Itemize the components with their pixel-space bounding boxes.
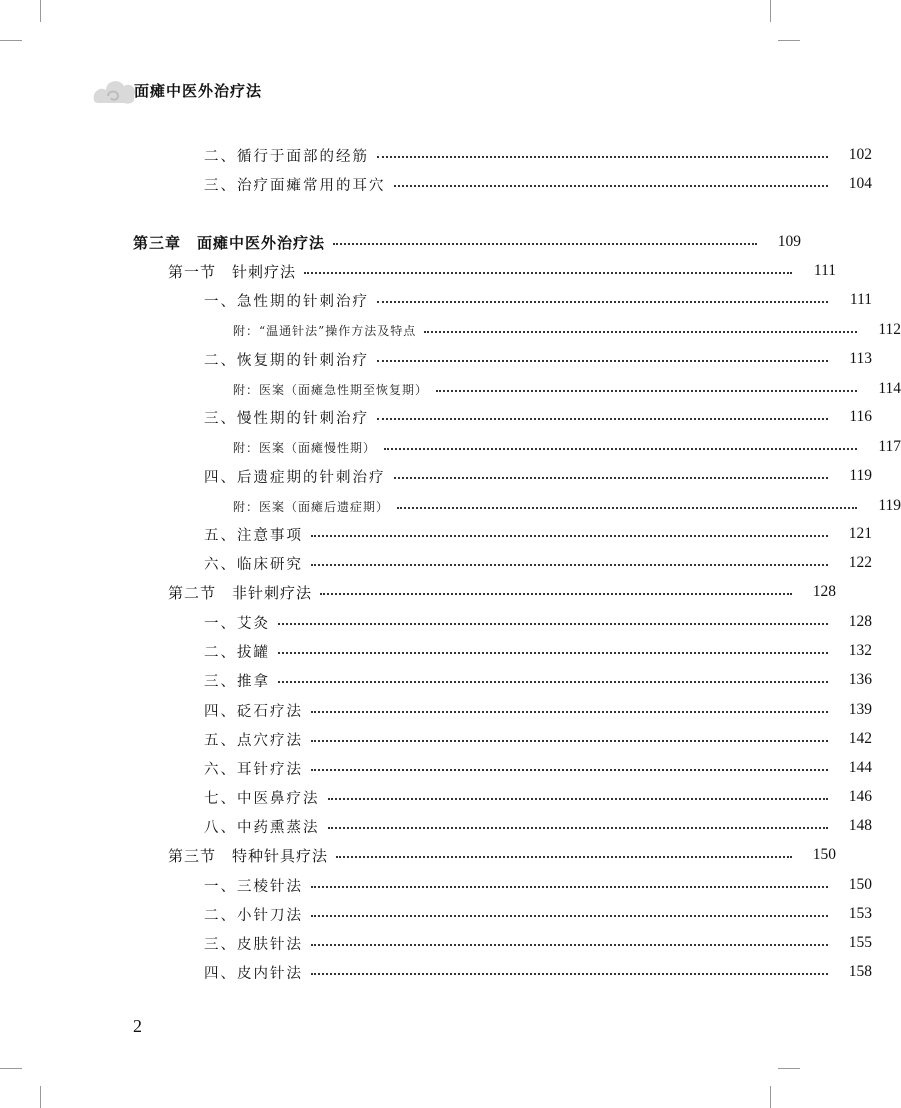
toc-entry[interactable]: [0, 639, 872, 663]
toc-page-number: 153: [848, 905, 872, 922]
dot-leader: [320, 593, 792, 595]
dot-leader: [377, 418, 828, 420]
dot-leader: [278, 623, 828, 625]
crop-mark: [778, 40, 800, 41]
toc-page-number: 148: [848, 817, 872, 834]
toc-entry-label: 三、慢性期的针刺治疗: [204, 410, 369, 427]
toc-page-number: 119: [878, 497, 901, 514]
dot-leader: [328, 827, 829, 829]
toc-page-number: 117: [878, 438, 901, 455]
crop-mark: [770, 1086, 771, 1108]
dot-leader: [333, 243, 757, 245]
toc-page-number: 102: [848, 146, 872, 163]
toc-note-entry[interactable]: [0, 494, 901, 518]
dot-leader: [278, 652, 828, 654]
toc-page-number: 114: [878, 380, 901, 397]
crop-mark: [40, 1086, 41, 1108]
toc-entry[interactable]: [0, 931, 872, 955]
toc-section-entry[interactable]: [0, 580, 836, 604]
dot-leader: [304, 272, 792, 274]
dot-leader: [311, 915, 828, 917]
dot-leader: [328, 798, 829, 800]
toc-page-number: 142: [848, 730, 872, 747]
toc-entry-label: 附：“温通针法”操作方法及特点: [233, 323, 417, 338]
toc-page-number: 116: [849, 408, 872, 425]
dot-leader: [377, 360, 828, 362]
toc-entry-label: 六、临床研究: [204, 556, 303, 573]
crop-mark: [40, 0, 41, 22]
toc-page-number: 128: [848, 613, 872, 630]
toc-entry[interactable]: [0, 464, 872, 488]
dot-leader: [311, 535, 828, 537]
toc-page-number: 132: [848, 642, 872, 659]
dot-leader: [311, 886, 828, 888]
toc-entry[interactable]: [0, 960, 872, 984]
toc-entry[interactable]: [0, 727, 872, 751]
cloud-ornament-icon: [90, 72, 138, 108]
toc-entry[interactable]: [0, 522, 872, 546]
toc-entry-label: 三、推拿: [204, 673, 270, 690]
toc-page-number: 139: [848, 701, 872, 718]
toc-entry-label: 五、注意事项: [204, 527, 303, 544]
toc-entry-label: 附：医案（面瘫急性期至恢复期）: [233, 382, 429, 397]
toc-entry-label: 一、三棱针法: [204, 878, 303, 895]
toc-page-number: 111: [849, 291, 872, 308]
toc-page-number: 109: [777, 233, 801, 250]
toc-note-entry[interactable]: [0, 435, 901, 459]
toc-entry[interactable]: [0, 610, 872, 634]
toc-entry[interactable]: [0, 347, 872, 371]
toc-entry[interactable]: [0, 785, 872, 809]
dot-leader: [394, 477, 829, 479]
dot-leader: [311, 973, 828, 975]
toc-section-entry[interactable]: [0, 843, 836, 867]
toc-page-number: 150: [848, 876, 872, 893]
toc-entry-label: 六、耳针疗法: [204, 761, 303, 778]
toc-section-entry[interactable]: [0, 259, 836, 283]
toc-entry[interactable]: [0, 551, 872, 575]
toc-entry[interactable]: [0, 668, 872, 692]
toc-chapter-entry[interactable]: [0, 230, 801, 254]
page-number: 2: [133, 1016, 142, 1036]
toc-page-number: 150: [812, 846, 836, 863]
crop-mark: [0, 1068, 22, 1069]
toc-page-number: 158: [848, 963, 872, 980]
dot-leader: [424, 331, 857, 333]
toc-entry-label: 五、点穴疗法: [204, 732, 303, 749]
dot-leader: [311, 740, 828, 742]
toc-page-number: 136: [848, 671, 872, 688]
dot-leader: [394, 185, 829, 187]
toc-page-number: 104: [848, 175, 872, 192]
toc-entry[interactable]: [0, 902, 872, 926]
toc-entry-label: 附：医案（面瘫慢性期）: [233, 440, 377, 455]
toc-entry[interactable]: [0, 756, 872, 780]
running-header: [90, 72, 262, 108]
dot-leader: [377, 156, 828, 158]
toc-page-number: 122: [848, 554, 872, 571]
dot-leader: [377, 301, 828, 303]
toc-entry-label: 二、恢复期的针刺治疗: [204, 352, 369, 369]
toc-page-number: 146: [848, 788, 872, 805]
toc-note-entry[interactable]: [0, 318, 901, 342]
running-header-title: 面瘫中医外治疗法: [134, 81, 263, 100]
toc-page-number: 128: [812, 583, 836, 600]
dot-leader: [436, 390, 857, 392]
toc-entry-label: 二、小针刀法: [204, 907, 303, 924]
toc-entry-label: 第二节 非针刺疗法: [168, 583, 313, 602]
dot-leader: [311, 564, 828, 566]
toc-page-number: 113: [849, 350, 872, 367]
toc-entry-label: 一、急性期的针刺治疗: [204, 293, 369, 310]
dot-leader: [311, 944, 828, 946]
toc-page-number: 112: [878, 321, 901, 338]
dot-leader: [384, 448, 857, 450]
toc-entry[interactable]: [0, 873, 872, 897]
toc-entry[interactable]: [0, 814, 872, 838]
toc-note-entry[interactable]: [0, 377, 901, 401]
dot-leader: [311, 769, 828, 771]
crop-mark: [778, 1068, 800, 1069]
dot-leader: [278, 681, 828, 683]
toc-entry-label: 七、中医鼻疗法: [204, 790, 320, 807]
toc-page-number: 121: [848, 525, 872, 542]
toc-entry-label: 四、砭石疗法: [204, 703, 303, 720]
toc-entry-label: 二、拔罐: [204, 644, 270, 661]
toc-page-number: 144: [848, 759, 872, 776]
toc-page-number: 119: [849, 467, 872, 484]
crop-mark: [0, 40, 22, 41]
dot-leader: [397, 507, 857, 509]
toc-page-number: 111: [813, 262, 836, 279]
toc-entry-label: 三、治疗面瘫常用的耳穴: [204, 177, 386, 194]
toc-page-number: 155: [848, 934, 872, 951]
toc-entry-label: 二、循行于面部的经筋: [204, 148, 369, 165]
dot-leader: [336, 856, 792, 858]
toc-entry[interactable]: [0, 288, 872, 312]
toc-entry-label: 八、中药熏蒸法: [204, 819, 320, 836]
toc-entry-label: 第三节 特种针具疗法: [168, 846, 329, 865]
toc-entry[interactable]: [0, 172, 872, 196]
toc-entry-label: 一、艾灸: [204, 615, 270, 632]
toc-entry[interactable]: [0, 143, 872, 167]
toc-entry-label: 第三章 面瘫中医外治疗法: [133, 233, 326, 252]
toc-entry-label: 第一节 针刺疗法: [168, 262, 297, 281]
toc-entry-label: 四、皮内针法: [204, 965, 303, 982]
dot-leader: [311, 711, 828, 713]
toc-entry-label: 附：医案（面瘫后遗症期）: [233, 499, 390, 514]
toc-entry[interactable]: [0, 405, 872, 429]
toc-entry-label: 四、后遗症期的针刺治疗: [204, 469, 386, 486]
toc-entry[interactable]: [0, 698, 872, 722]
crop-mark: [770, 0, 771, 22]
toc-entry-label: 三、皮肤针法: [204, 936, 303, 953]
